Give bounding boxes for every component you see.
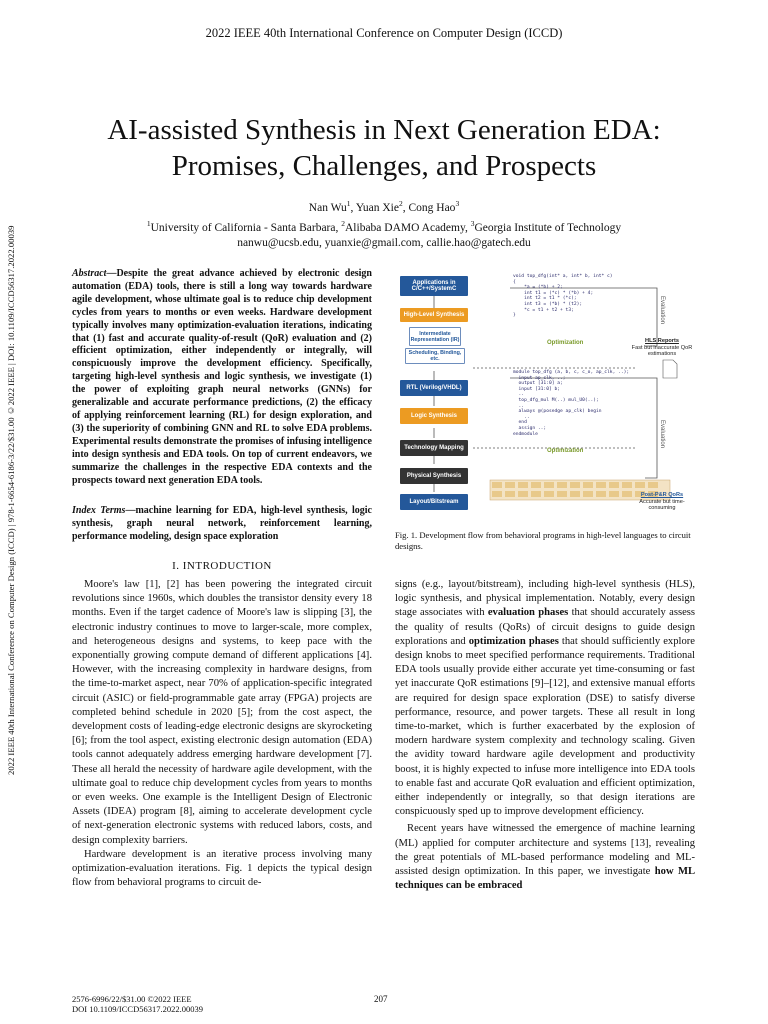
optimization-label-1: Optimization — [547, 340, 584, 346]
box-high-level-synthesis: High-Level Synthesis — [400, 308, 468, 322]
author-2: , Yuan Xie — [350, 201, 399, 214]
author-block — [60, 196, 708, 251]
post-pr-qor-sub: Accurate but time-consuming — [639, 499, 685, 511]
author-names — [60, 196, 708, 216]
author-3: , Cong Hao — [402, 201, 456, 214]
author-1: Nan Wu — [308, 201, 347, 214]
p1-bold-optimization-phases: optimization phases — [468, 635, 559, 647]
section-heading-introduction: I. INTRODUCTION — [172, 560, 272, 572]
figure-1-design-flow — [395, 268, 695, 518]
post-pr-qor-label: Post-P&R QoRs — [640, 492, 684, 498]
box-scheduling-binding: Scheduling, Binding, etc. — [405, 348, 465, 364]
p2-part-a: Recent years have witnessed the emergence of machine learning (ML) applied for computer architecture and systems [13], revealing the great potentials of ML-based performance modeling and ML-assisted design optimization. In this paper, we investigate — [395, 823, 695, 878]
index-terms-text: —machine learning for EDA, high-level synthesis, logic synthesis, graph neural network, reinforcement learning, performance modeling, design space exploration — [72, 505, 372, 542]
intro-right-paragraph-1 — [395, 578, 695, 819]
aff-1: University of California - Santa Barbara, — [150, 221, 342, 234]
index-terms — [72, 505, 372, 544]
optimization-label-2: Optimization — [547, 448, 584, 454]
aff-2: Alibaba DAMO Academy, — [345, 221, 471, 234]
title-line-1: AI-assisted Synthesis in Next Generation EDA: — [107, 114, 661, 146]
aff-3: Georgia Institute of Technology — [474, 221, 622, 234]
author-2-sup: 2 — [398, 199, 403, 208]
intro-paragraph-2: Hardware development is an iterative process involving many optimization-evaluation iterations. Fig. 1 depicts the typical design flow from behavioral programs to circuit de- — [72, 848, 372, 889]
footer-doi: DOI 10.1109/ICCD56317.2022.00039 — [72, 1004, 203, 1014]
box-logic-synthesis: Logic Synthesis — [400, 408, 468, 424]
index-terms-label: Index Terms — [72, 505, 126, 516]
p2-bold-phrase: how ML techniques can be embraced — [395, 866, 696, 892]
paper-title — [60, 112, 708, 184]
evaluation-label-1: Evaluation — [659, 296, 665, 325]
page-number: 207 — [374, 994, 388, 1004]
title-line-2: Promises, Challenges, and Prospects — [171, 150, 597, 182]
box-layout-bitstream: Layout/Bitstream — [400, 494, 468, 510]
author-emails: nanwu@ucsb.edu, yuanxie@gmail.com, callie.hao@gatech.edu — [237, 236, 531, 249]
p1-part-a: signs (e.g., layout/bitstream), including high-level synthesis (HLS), logic synthesis, and physical implementation. Notably, every design stage associates with — [395, 579, 695, 619]
intro-right-column — [395, 578, 695, 893]
author-1-sup: 1 — [346, 199, 351, 208]
aff-3-sup: 3 — [470, 218, 475, 228]
p1-bold-evaluation-phases: evaluation phases — [487, 607, 569, 619]
evaluation-label-2: Evaluation — [659, 420, 665, 449]
aff-2-sup: 2 — [341, 218, 345, 228]
figure-caption: Fig. 1. Development flow from behavioral programs in high-level languages to circuit designs. — [395, 530, 691, 551]
hls-reports-label: HLS Reports — [645, 338, 679, 344]
affiliations — [60, 216, 708, 236]
abstract — [72, 268, 372, 487]
box-applications: Applications in C/C++/SystemC — [400, 276, 468, 296]
aff-1-sup: 1 — [146, 218, 151, 228]
side-copyright-notice: 2022 IEEE 40th International Conference on Computer Design (ICCD) | 978-1-6654-6186-3/22/$31.00 ©2022 IEEE | DOI: 10.1109/ICCD56317.2022.00039 — [6, 225, 16, 775]
hls-reports-sub: Fast but inaccurate QoR estimations — [631, 345, 693, 357]
intro-left-column — [72, 578, 372, 890]
code-snippet-verilog: module top_dfg (a, b, c, c_o, ap_clk, ..); input ap_clk, ..; output [31:0] a; input [31:0] b; .. top_dfg_mul M(..) mul_U0(..); .. always @(posedge ap_clk) begin .. end assign ..; endmodule — [513, 370, 630, 437]
footer-issn: 2576-6996/22/$31.00 ©2022 IEEE — [72, 994, 192, 1004]
box-physical-synthesis: Physical Synthesis — [400, 468, 468, 484]
box-rtl: RTL (Verilog/VHDL) — [400, 380, 468, 396]
code-snippet-c: void top_dfg(int* a, int* b, int* c) { *a = (*b) + 2; int t1 = (*c) * (*b) + 4; int t2 = t1 * (*c); int t3 = (*b) * (t2); *c = t1 + t2 + t3; } — [513, 274, 613, 319]
abstract-label: Abstract — [72, 268, 107, 279]
abstract-text: —Despite the great advance achieved by electronic design automation (EDA) tools, there is still a long way towards hardware agile development, whose ultimate goal is to reduce chip development cycles from years to months or even weeks. Hardware development typically involves many optimization-evaluation iterations, indicating that (1) fast and accurate quality-of-result (QoR) evaluation and (2) efficient optimization, either independently or integrally, will conspicuously improve the development efficiency. Specifically, targeting high-level synthesis and logic synthesis, we investigate (1) the power of exploiting graph neural networks (GNNs) for generalizable and accurate performance predictions, (2) the efficacy of applying reinforcement learning (RL) for design exploration, and (3) the superiority of combining GNN and RL to solve EDA problems. Experimental results demonstrate the promises of infusing intelligence into design synthesis and EDA tools. On top of current endeavors, we summarize the challenges in the respective EDA contexts and the prospects toward next generation EDA tools. — [72, 268, 372, 486]
conference-header: 2022 IEEE 40th International Conference on Computer Design (ICCD) — [205, 26, 563, 40]
intro-right-paragraph-2 — [395, 822, 695, 893]
box-technology-mapping: Technology Mapping — [400, 440, 468, 456]
author-3-sup: 3 — [455, 199, 460, 208]
intro-paragraph-1: Moore's law [1], [2] has been powering the integrated circuit revolutions since 1960s, which doubles the transistor density every 18 months. Even if the target cadence of Moore's law is slipping [3], the electronic industry continues to move to larger-scale, more complex, and heterogeneous designs and systems, to keep pace with the exponentially growing compute demand of different applications [4]. However, with the increasing complexity in hardware designs, from the time-to-market aspect, near 70% of application-specific integrated circuit (ASIC) or field-programmable gate array (FPGA) projects are completed behind schedule in 2020 [5]; from the cost aspect, the development costs of leading-edge electronic designs are skyrocketing [6]; from the tool aspect, existing electronic design automation (EDA) tools cannot adequately address emerging hardware development [7]. These all herald the necessity of hardware agile development, with the ultimate goal to reduce chip development cycles from years to months or even weeks. One example is the Intelligent Design of Electronic Assets (IDEA) program [8], aiming to accelerate development cycle of next-generation electronic systems with reduced labors, costs, and design complexity barriers. — [72, 579, 372, 846]
footer-publication-info — [72, 994, 203, 1014]
box-intermediate-representation: Intermediate Representation (IR) — [409, 327, 461, 346]
p1-part-e: that should sufficiently explore design knobs to meet specified performance requirements. Traditional EDA tools usually provide either accurate yet time-consuming or fast yet inaccurate QoR estimations [9]–[12], and extensive manual efforts are required for design space exploration (DSE) to satisfy diverse performance, resource, and power targets. These all result in long time-to-market, which is further exacerbated by the explosion of modern hardware system complexity and technology scaling. Given the avidity toward hardware agile development and productivity boost, it is highly expected to infuse more intelligence into EDA tools to enable fast and accurate QoR evaluation and efficient optimization, either independently or integrally, so that design iterations are conspicuously sped up to improve development efficiency. — [395, 635, 695, 818]
p1-part-c: that should accurately assess the quality of results (QoRs) of circuit designs to guide design explorations and — [395, 607, 696, 647]
